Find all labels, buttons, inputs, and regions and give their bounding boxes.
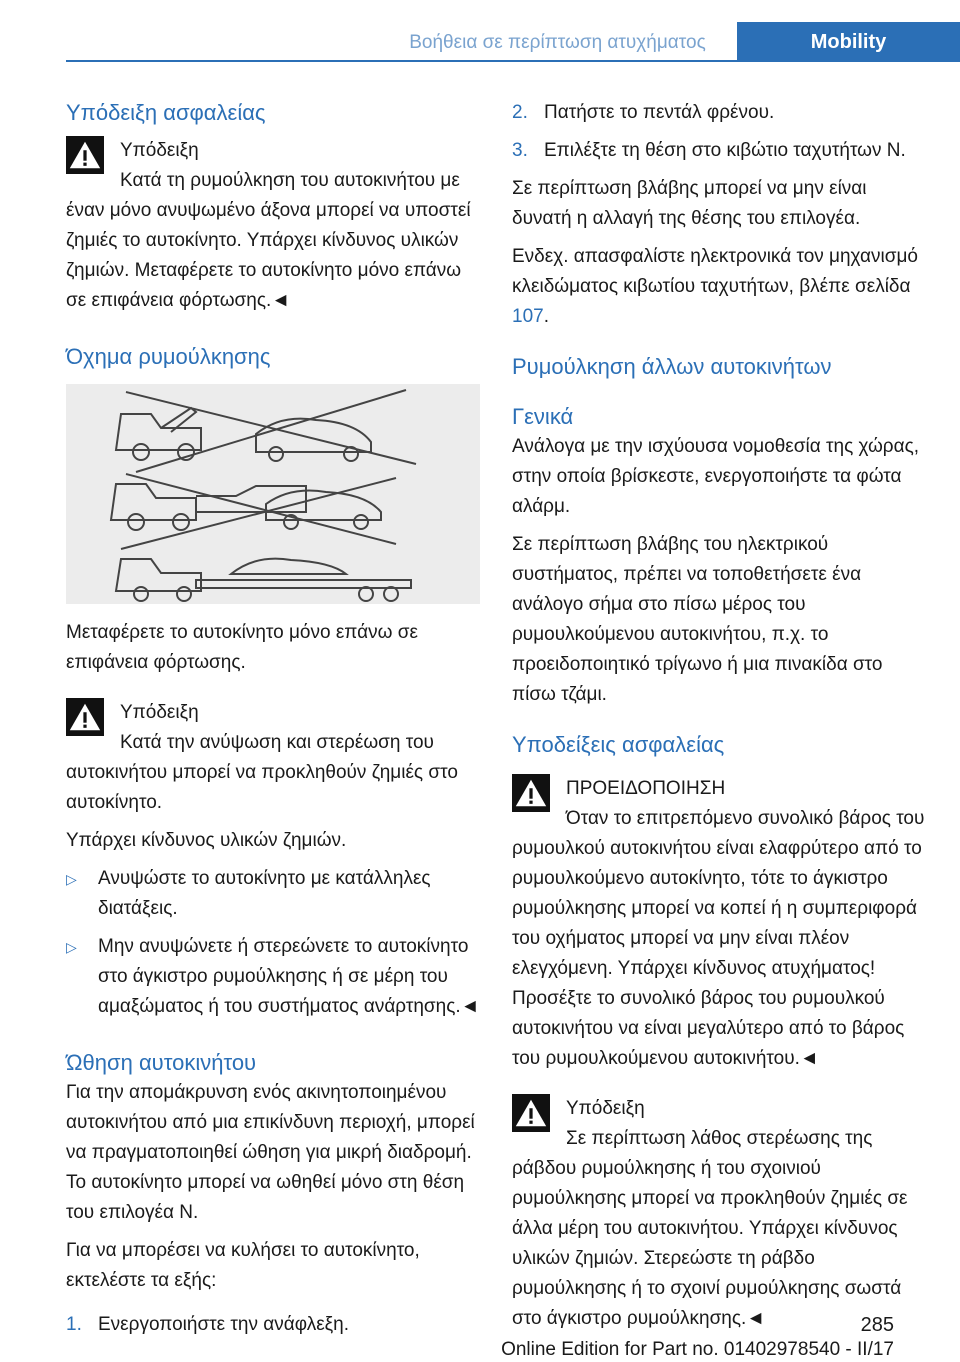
tow-vehicle-figure bbox=[66, 384, 480, 604]
figure-caption: Μεταφέρετε το αυτοκίνητο μόνο επάνω σε επιφάνεια φόρτωσης. bbox=[66, 622, 418, 673]
warning-label: ΠΡΟΕΙΔΟΠΟΙΗΣΗ bbox=[566, 778, 726, 799]
warning-label: Υπόδειξη bbox=[120, 702, 199, 723]
risk-text: Υπάρχει κίνδυνος υλικών ζημιών. bbox=[66, 830, 347, 851]
heading-tow-others: Ρυμούλκηση άλλων αυτοκινήτων bbox=[512, 354, 832, 379]
list-item-text: Ανυψώστε το αυτοκίνητο με κατάλληλες διατάξεις. bbox=[98, 868, 431, 919]
tow-trucks-illustration bbox=[66, 384, 480, 604]
section-title: Βοήθεια σε περίπτωση ατυχήματος bbox=[409, 32, 706, 53]
heading-general: Γενικά bbox=[512, 404, 574, 429]
warning-label: Υπόδειξη bbox=[120, 140, 199, 161]
list-item-text: Μην ανυψώνετε ή στερεώνετε το αυτοκίνητο στο άγκιστρο ρυμούλκησης ή σε μέρη του αμαξώματος ή του συστήματος ανάρτησης.◄ bbox=[98, 936, 480, 1017]
page-number: 285 bbox=[860, 1314, 894, 1336]
page-footer bbox=[0, 1312, 960, 1362]
warning-text: Κατά την ανύψωση και στερέωση του αυτοκινήτου μπορεί να προκληθούν ζημιές στο αυτοκίνητο. bbox=[66, 732, 458, 813]
roll-paragraph: Για να μπορέσει να κυλήσει το αυτοκίνητο, εκτελέστε τα εξής: bbox=[66, 1240, 420, 1291]
right-column bbox=[512, 98, 926, 1334]
warning-triangle-icon bbox=[512, 774, 550, 812]
edition-note: Online Edition for Part no. 01402978540 - II/17 bbox=[501, 1339, 894, 1360]
heading-safety-notes: Υποδείξεις ασφαλείας bbox=[512, 732, 725, 757]
chapter-tab: Mobility bbox=[737, 22, 960, 62]
warning-box-3 bbox=[512, 774, 926, 1074]
list-item bbox=[66, 864, 480, 924]
warning-triangle-icon bbox=[512, 1094, 550, 1132]
heading-tow-vehicle: Όχημα ρυμούλκησης bbox=[66, 344, 271, 369]
step-number: 2. bbox=[512, 102, 528, 123]
header-rule bbox=[66, 60, 960, 62]
push-paragraph: Για την απομάκρυνση ενός ακινητοποιημένου αυτοκινήτου από μια επικίνδυνη περιοχή, μπορεί να πραγματοποιηθεί ώθηση για μικρή διαδρομή. Το αυτοκίνητο μπορεί να ωθηθεί μόνο στη θέση του επιλογέα N. bbox=[66, 1082, 475, 1223]
gear-unlock-paragraph bbox=[512, 242, 926, 332]
step-item bbox=[512, 136, 926, 166]
heading-safety-note: Υπόδειξη ασφαλείας bbox=[66, 100, 266, 125]
step-item bbox=[512, 98, 926, 128]
step-text: Πατήστε το πεντάλ φρένου. bbox=[544, 102, 775, 123]
list-item bbox=[66, 932, 480, 1022]
page-link[interactable]: 107 bbox=[512, 306, 544, 327]
step-text: Επιλέξτε τη θέση στο κιβώτιο ταχυτήτων N. bbox=[544, 140, 906, 161]
step-text: Ενεργοποιήστε την ανάφλεξη. bbox=[98, 1314, 350, 1335]
warning-text: Κατά τη ρυμούλκηση του αυτοκινήτου με έναν μόνο ανυψωμένο άξονα μπορεί να υποστεί ζημιές το αυτοκίνητο. Υπάρχει κίνδυνος υλικών ζημιών. Μεταφέρετε το αυτοκίνητο μόνο επάνω σε επιφάνεια φόρτωσης.◄ bbox=[66, 170, 471, 311]
page-header bbox=[0, 0, 960, 62]
warning-box-4 bbox=[512, 1094, 926, 1334]
warning-box-2 bbox=[66, 698, 480, 818]
general-paragraph-1: Ανάλογα με την ισχύουσα νομοθεσία της χώρας, στην οποία βρίσκεστε, ενεργοποιήστε τα φώτα αλάρμ. bbox=[512, 436, 920, 517]
warning-text: Σε περίπτωση λάθος στερέωσης της ράβδου ρυμούλκησης ή του σχοινιού ρυμούλκησης μπορεί να προκληθούν ζημιές σε άλλα μέρη του αυτοκινήτου. Υπάρχει κίνδυνος υλικών ζημιών. Στερεώστε τη ράβδο ρυμούλκησης ή το σχοινί ρυμούλκησης σωστά στο άγκιστρο ρυμούλκησης.◄ bbox=[512, 1128, 908, 1329]
warning-box-1 bbox=[66, 136, 480, 316]
warning-triangle-icon bbox=[66, 136, 104, 174]
paragraph-text: Ενδεχ. απασφαλίστε ηλεκτρονικά τον μηχανισμό κλειδώματος κιβωτίου ταχυτήτων, βλέπε σελίδα bbox=[512, 246, 918, 297]
step-number: 3. bbox=[512, 140, 528, 161]
general-paragraph-2: Σε περίπτωση βλάβης του ηλεκτρικού συστήματος, πρέπει να τοποθετήσετε ένα ανάλογο σήμα στο πίσω μέρος του ρυμουλκούμενου αυτοκινήτου, π.χ. το προειδοποιητικό τρίγωνο ή μια πινακίδα στο πίσω τζάμι. bbox=[512, 534, 883, 705]
step-number: 1. bbox=[66, 1314, 82, 1335]
paragraph-end: . bbox=[543, 306, 549, 327]
warning-label: Υπόδειξη bbox=[566, 1098, 645, 1119]
heading-push-vehicle: Ώθηση αυτοκινήτου bbox=[66, 1050, 257, 1075]
triangle-right-icon: ▷ bbox=[66, 871, 77, 887]
warning-triangle-icon bbox=[66, 698, 104, 736]
selector-fault-paragraph: Σε περίπτωση βλάβης μπορεί να μην είναι δυνατή η αλλαγή της θέσης του επιλογέα. bbox=[512, 178, 867, 229]
left-column bbox=[66, 98, 480, 1340]
triangle-right-icon: ▷ bbox=[66, 939, 77, 955]
warning-text: Όταν το επιτρεπόμενο συνολικό βάρος του ρυμουλκού αυτοκινήτου είναι ελαφρύτερο από το ρυμουλκούμενο αυτοκίνητο, τότε το άγκιστρο ρυμούλκησης μπορεί να κοπεί ή η συμπεριφορά του οχήματος μπορεί να μην είναι πλέον ελεγχόμενη. Υπάρχει κίνδυνος ατυχήματος! Προσέξτε το συνολικό βάρος του ρυμουλκού αυτοκινήτου να είναι μεγαλύτερο από το βάρος του ρυμουλκούμενου αυτοκινήτου.◄ bbox=[512, 808, 925, 1069]
